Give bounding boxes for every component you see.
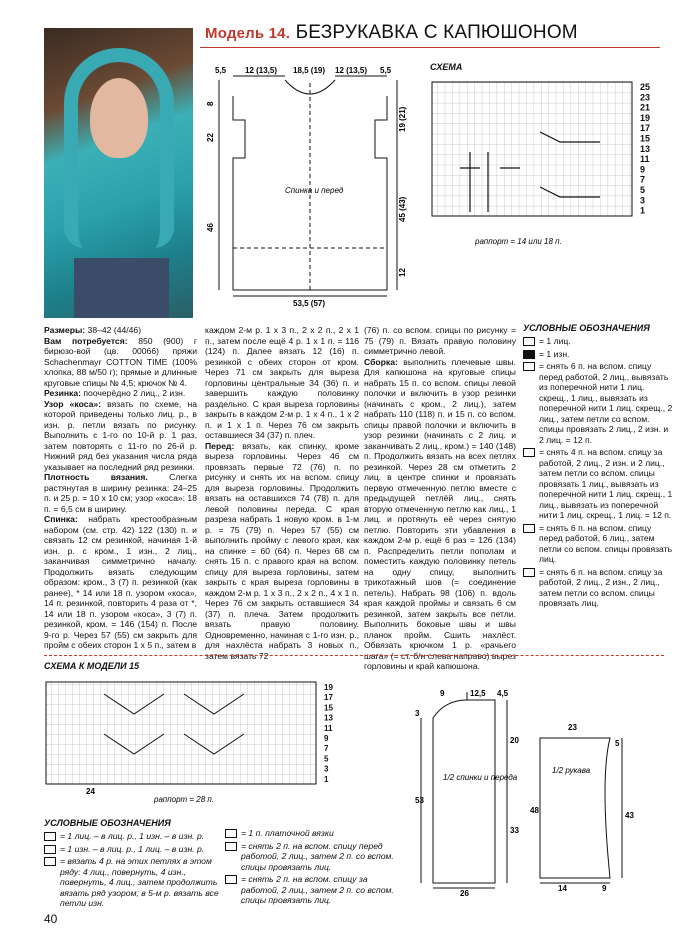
row-number-label: 1 [324,774,329,784]
legend-text: = снять 2 п. на вспом. спицу за работой, 2 лиц., затем 2 п. со вспом. спицы провязать лиц. [241,874,394,905]
right-paragraph [364,325,516,357]
pattern-15a [415,688,525,898]
p15a-left-2: 53 [415,796,424,805]
legend-text: = снять 6 п. на вспом. спицу перед работой, 2 лиц., вывязать из поперечной нити 1 лиц. скрещ., 1 лиц., вывязать из поперечной нити 1 лиц. скрещ., 2 лиц., затем петли со вспом. спицы провязать 2 лиц., 2 изн. и 2 лиц. = 12 п. [539,361,673,445]
row-number-label: 9 [324,734,329,743]
p15b-top: 23 [568,723,577,732]
row-number-label: 19 [640,112,651,123]
right-paragraph [364,357,516,672]
legend-symbol-icon [523,448,535,457]
title-rule [200,47,660,48]
text-column-right [364,325,516,672]
left-paragraph [44,399,197,473]
legend14-item [523,336,673,347]
legend14-item [523,447,673,521]
paragraph-text: набрать крестообразным набором (см. стр. 42) 122 (130) п. и связать 12 см резинкой, начиная 1-й изн. р. с кром., 1 изн., 2 лиц., заканчивая симметрично началу. Продолжить вязать следующим образом: кром., 3 (7) п. резинкой (как ранее), * 14 или 18 п. узором «коса», 14 п. резинкой, повторить 4 раза от *, 14 или 18 п. узором «коса», 3 (7) п. резинкой, кром. = 146 (154) п. После 9-го р. Через 57 (55) см закрыть для пройм с обеих сторон 1 х 5 п., затем в [44,514,197,650]
top-dims-c: 18,5 (19) [293,66,326,75]
p15b-right-1: 5 [615,739,620,748]
legend-text: = 1 лиц. – в лиц. р., 1 изн. – в изн. р. [60,831,205,841]
paragraph-heading: Вам потребуется: [44,335,128,346]
mid-paragraph [205,325,359,441]
paragraph-heading: Резинка: [44,388,81,398]
top-dims-d: 12 (13,5) [335,66,368,75]
pattern-15b [530,718,640,893]
legend-symbol-icon [523,350,535,359]
p15a-top-2: 12,5 [470,689,486,698]
row-number-label: 9 [640,164,646,175]
legend-symbol-icon [225,875,237,884]
legend-15-title: УСЛОВНЫЕ ОБОЗНАЧЕНИЯ [44,818,171,828]
row-number-label: 5 [640,185,646,195]
row-number-label: 7 [324,744,329,754]
left-paragraph [44,514,197,651]
p15a-top-1: 9 [440,689,445,698]
center-label: Спинка и перед [285,186,344,195]
row-number-label: 3 [324,764,329,774]
section-divider [44,655,664,656]
top-dims-b: 12 (13,5) [245,66,278,75]
schema-15-left-num: 24 [86,787,95,796]
row-number-label: 7 [640,174,646,185]
schema-15-label: СХЕМА К МОДЕЛИ 15 [44,661,140,671]
paragraph-heading: Спинка: [44,514,78,524]
paragraph-heading: Сборка: [364,356,398,367]
face-shape [90,78,148,158]
paragraph-text: вязать по схеме, на которой приведены только лиц. р., в изн. р. петли вязать по рисунку. Выполнить с 1-го по 10-й р. 1 раз, затем повторять с 11-го по 26-й р. Нижний ряд без указания числа ряда указывает на последний ряд резинки. [44,398,197,472]
legend14-item [523,361,673,445]
legend-text: = 1 лиц. [539,336,571,346]
schema-14-rapport: раппорт = 14 или 18 п. [475,237,562,246]
paragraph-text: выполнить плечевые швы. Для капюшона на круговые спицы набрать 15 п. со вспом. спицы левой полочки и включить в узор резинки (начинать с кром., 2 лиц.), затем набрать 110 (118) п. и 15 п. со вспом. спицы правой полочки и включить в узор резинки (начинать с 2 лиц. и заканчивать 2 лиц., кром.) = 140 (148) п. Продолжить вязать на всех петлях резинкой. Через 28 см отметить 2 лиц. в центре спинки и провязать первую отмеченную петлю вместе с предыдущей петлёй лиц., снять вторую отмеченную петлю как лиц., 1 лиц. и протянуть её через снятую петлю. Повторить эти убавления в каждом 2-м р. ещё 6 раз = 126 (134) п. Распределить петли пополам и поместить каждую половинку петель на одну спицу, выполнить трикотажный шов (= соединение петель). Набрать 98 (106) п. вдоль края каждой проймы и связать 6 см резинкой, затем закрыть все петли. Выполнить боковые швы и швы планок пройм. Сшить нахлёст. Обвязать крючком 1 р. «рачьего шага» (= ст. б/н слева направо) вырез горловины и край капюшона. [364,356,516,671]
legend-symbol-icon [523,362,535,371]
top-dims-e: 5,5 [380,66,392,75]
paragraph-text: Слегка растянутая в ширину резинка: 24–25 п. и 25 р. = 10 х 10 см; узор «коса»: 18 п. = 6,5 см в ширину. [44,472,197,514]
legend-15 [44,818,219,911]
row-number-label: 5 [324,754,329,764]
p15a-left-1: 3 [415,709,420,718]
left-paragraph [44,336,197,389]
legend-text: = снять 6 п. на вспом. спицу за работой, 2 лиц., 2 изн., 2 лиц., затем петли со вспом. спицы провязать лиц. [539,566,663,608]
p15a-top-3: 4,5 [497,689,509,698]
top-dims-a: 5,5 [215,66,227,75]
bottom-dim: 53,5 (57) [293,299,326,308]
legend14-item [523,567,673,609]
right-dim-1: 19 (21) [398,106,407,132]
paragraph-text: вязать, как спинку, кроме выреза горловины. Через 46 см провязать первые 72 (76) п. по рисунку и снять их на вспом. спицу для выреза горловины. Продолжить вязать на оставшихся 74 (78) п. для левой половины переда. С края разреза набрать 1 новую кром. в 1-м р. = 75 (79) п. Через 57 (55) см выполнить пройму с левого края, как на спинке = 60 (64) п. Через 68 см снять 15 п. с правого края на вспом. спицу для выреза горловины, затем закрыть с края выреза горловины в каждом 2-м р. 1 х 3 п., 2 х 2 п., 4 х 1 п. Через 76 см закрыть оставшиеся 34 (37) п. плеча. Затем продолжить вязать правую половину. Одновременно, начиная с 1-го изн. р., для нахлёста набрать 3 новых п., затем вязать 72 [205,440,359,661]
row-number-label: 13 [640,143,651,154]
legend15-item [44,856,219,909]
legend-text: = 1 изн. – в лиц. р., 1 лиц. – в изн. р. [60,843,205,854]
paragraph-heading: Размеры: [44,325,86,335]
model-title: БЕЗРУКАВКА С КАПЮШОНОМ [295,22,578,43]
legend-14-title: УСЛОВНЫЕ ОБОЗНАЧЕНИЯ [523,323,650,333]
p15b-bottom-1: 14 [558,884,567,893]
schema-15-grid [44,674,354,804]
legend-symbol-icon [44,832,56,841]
text-column-left [44,325,197,651]
jeans-shape [74,258,169,318]
legend-symbol-icon [44,845,56,854]
legend-symbol-icon [523,524,535,533]
paragraph-text: 850 (900) г бирюзо-вой (цв. 00066) пряжи Schachenmayr COTTON TIME (100% хлопка, 88 м/50 г); прямые и длинные круговые спицы № 4,5; крючок № 4. [44,335,197,388]
paragraph-text: поочерёдно 2 лиц., 2 изн. [81,388,186,398]
schema-14-label: СХЕМА [430,62,463,72]
legend-symbol-icon [523,337,535,346]
row-number-label: 17 [640,123,651,134]
row-number-label: 11 [640,154,650,165]
p15b-right-2: 43 [625,811,634,820]
legend-symbol-icon [44,857,56,866]
row-number-label: 23 [640,92,651,103]
paragraph-text: каждом 2-м р. 1 х 3 п., 2 х 2 п., 2 х 1 п., затем после ещё 4 р. 1 х 1 п. = 116 (124) п. Далее вязать 12 (16) п. резинкой с обеих сторон от кром. Через 71 см закрыть для выреза горловины центральные 34 (36) п. и завершить каждую половинку раздельно. С края выреза горловины закрыть в каждом 2-м р. 1 х 4 п., 1 х 2 п. и 1 х 1 п. Через 76 см закрыть оставшиеся 34 (37) п. плеч. [205,325,359,440]
legend-text: = снять 4 п. на вспом. спицу за работой, 2 лиц., 2 изн. и 2 лиц., затем петли со вспом. спицы провязать 1 лиц., вывязать из поперечной нити 1 лиц. скрещ., 1 лиц., вывязать из поперечной нити 1 лиц. скрещ., 1 лиц. = 12 п. [539,447,673,520]
p15a-right-1: 20 [510,736,519,745]
paragraph-text: 38–42 (44/46) [85,325,142,335]
row-number-label: 25 [640,82,651,92]
legend15b-item [225,828,400,839]
left-dim-3: 46 [206,223,215,232]
left-dim-2: 22 [206,133,215,142]
right-dim-3: 12 [398,268,407,277]
row-number-label: 17 [324,693,333,703]
p15a-bottom: 26 [460,889,469,898]
row-number-label: 21 [640,102,651,113]
legend-text: = 1 изн. [539,348,570,359]
legend-text: = снять 6 п. на вспом. спицу перед работой, 6 лиц., затем петли со вспом. спицы провязать лиц. [539,522,673,564]
row-number-label: 19 [324,683,333,692]
paragraph-heading: Перед: [205,440,235,451]
p15b-center: 1/2 рукава [552,766,591,775]
schema-14-grid [430,72,670,247]
left-paragraph [44,472,197,514]
legend15b-item [225,874,400,906]
schema-15-rapport: раппорт = 28 п. [154,795,215,804]
p15b-bottom-2: 9 [602,884,607,893]
legend-14 [523,323,673,611]
legend15-item [44,844,219,855]
model-photo [44,28,193,318]
row-number-label: 13 [324,713,333,723]
legend15b-item [225,841,400,873]
paragraph-text: (76) п. со вспом. спицы по рисунку = 75 (79) п. Вязать правую половину симметрично левой. [364,325,516,356]
text-column-middle [205,325,359,661]
page-number: 40 [44,912,58,926]
left-paragraph [44,388,197,399]
legend14-item [523,523,673,565]
row-number-label: 15 [324,703,333,713]
paragraph-heading: Узор «коса»: [44,398,102,409]
p15a-right-2: 33 [510,826,519,835]
legend-text: = снять 2 п. на вспом. спицу перед работой, 2 лиц., затем 2 п. со вспом. спицы провязать лиц. [241,840,394,872]
row-number-label: 1 [640,205,646,216]
legend-15-col2 [225,828,400,908]
row-number-label: 15 [640,133,651,144]
legend-symbol-icon [523,568,535,577]
p15a-center: 1/2 спинки и переда [443,773,518,782]
mid-paragraph [205,441,359,662]
right-dim-2: 45 (43) [398,196,407,222]
model-label: Модель 14. [205,25,291,42]
left-dim-1: 8 [206,101,215,106]
legend14-item [523,349,673,360]
row-number-label: 11 [324,723,333,733]
legend-text: = вязать 4 р. на этих петлях в этом ряду: 4 лиц., повернуть, 4 изн., повернуть, 4 лиц., затем продолжить вязать ряд узором; в 5-м р. вязать все петли изн. [60,856,219,908]
legend-symbol-icon [225,842,237,851]
legend-text: = 1 п. платочной вязки [241,828,334,838]
p15b-left: 48 [530,806,539,815]
legend-symbol-icon [225,829,237,838]
legend15-item [44,831,219,842]
row-number-label: 3 [640,195,646,206]
pattern-14 [205,58,420,308]
left-paragraph [44,325,197,336]
page-title [205,22,578,44]
paragraph-heading: Плотность вязания. [44,472,148,482]
